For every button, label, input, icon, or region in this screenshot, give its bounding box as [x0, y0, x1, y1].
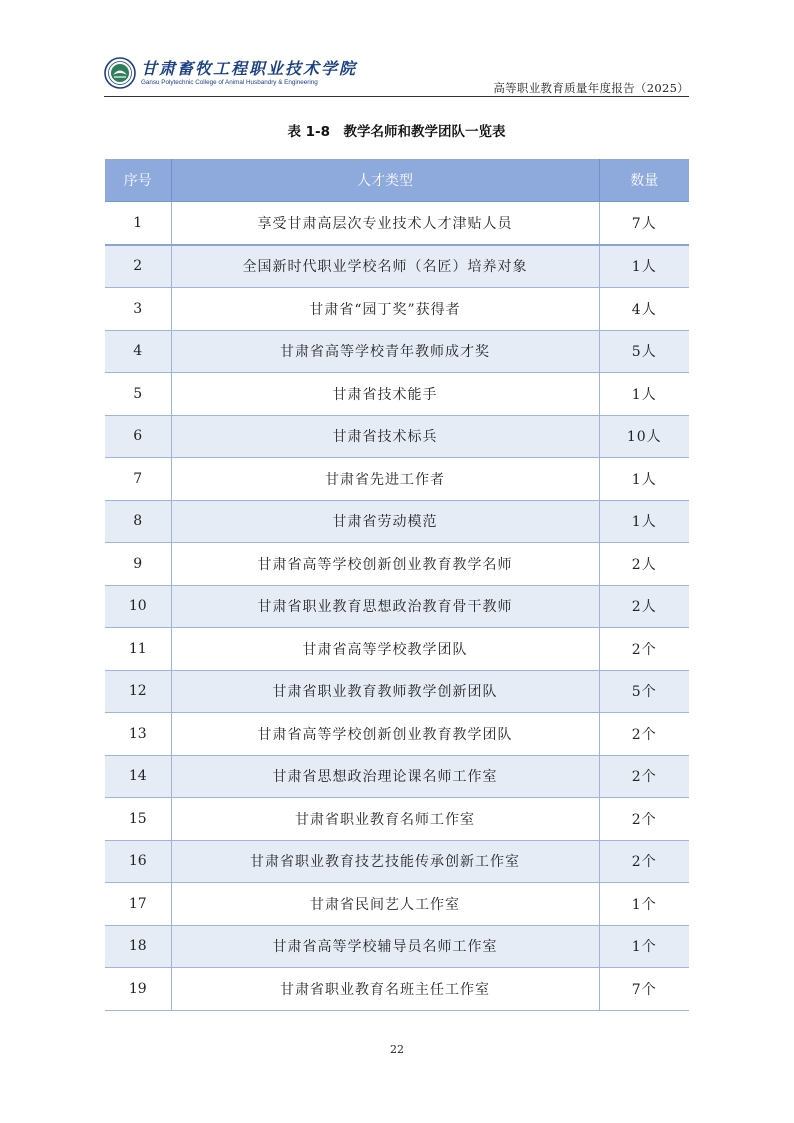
table-row — [105, 543, 689, 586]
table-row — [105, 628, 689, 671]
logo-english-name: Gansu Polytechnic College of Animal Husbandry & Engineering — [141, 79, 318, 86]
count-cell: 2人 — [599, 543, 689, 586]
talent-type-cell: 甘肃省高等学校创新创业教育教学名师 — [171, 543, 599, 586]
index-cell: 11 — [105, 628, 171, 671]
count-cell: 2个 — [599, 628, 689, 671]
talent-type-cell: 全国新时代职业学校名师（名匠）培养对象 — [171, 245, 599, 288]
table-caption: 表 1-8 教学名师和教学团队一览表 — [287, 124, 506, 140]
report-title: 高等职业教育质量年度报告（2025） — [493, 81, 689, 95]
table-row — [105, 713, 689, 756]
count-cell: 10人 — [599, 415, 689, 458]
header-cell-type: 人才类型 — [171, 159, 599, 202]
talent-type-cell: 甘肃省高等学校教学团队 — [171, 628, 599, 671]
table-row — [105, 288, 689, 331]
index-cell: 6 — [105, 415, 171, 458]
count-cell: 1个 — [599, 925, 689, 968]
talent-type-cell: 甘肃省民间艺人工作室 — [171, 883, 599, 926]
count-cell: 1人 — [599, 245, 689, 288]
talent-type-cell: 甘肃省思想政治理论课名师工作室 — [171, 755, 599, 798]
count-cell: 1人 — [599, 458, 689, 501]
count-cell: 1人 — [599, 500, 689, 543]
count-cell: 7人 — [599, 202, 689, 245]
table-row — [105, 925, 689, 968]
talent-type-cell: 甘肃省技术能手 — [171, 373, 599, 416]
table-row — [105, 968, 689, 1011]
talent-type-cell: 甘肃省职业教育名师工作室 — [171, 798, 599, 841]
index-cell: 1 — [105, 202, 171, 245]
count-cell: 2个 — [599, 713, 689, 756]
index-cell: 2 — [105, 245, 171, 288]
talent-type-cell: 甘肃省高等学校辅导员名师工作室 — [171, 925, 599, 968]
talent-type-cell: 甘肃省高等学校创新创业教育教学团队 — [171, 713, 599, 756]
index-cell: 18 — [105, 925, 171, 968]
index-cell: 14 — [105, 755, 171, 798]
index-cell: 19 — [105, 968, 171, 1011]
count-cell: 7个 — [599, 968, 689, 1011]
index-cell: 8 — [105, 500, 171, 543]
index-cell: 15 — [105, 798, 171, 841]
header-cell-count: 数量 — [599, 159, 689, 202]
talent-type-cell: 甘肃省先进工作者 — [171, 458, 599, 501]
count-cell: 2个 — [599, 840, 689, 883]
table-row — [105, 415, 689, 458]
index-cell: 13 — [105, 713, 171, 756]
table-row — [105, 670, 689, 713]
talent-type-cell: 甘肃省职业教育名班主任工作室 — [171, 968, 599, 1011]
college-logo — [104, 55, 358, 91]
table-row — [105, 202, 689, 245]
talent-type-cell: 甘肃省职业教育教师教学创新团队 — [171, 670, 599, 713]
index-cell: 7 — [105, 458, 171, 501]
table-row — [105, 585, 689, 628]
talent-type-cell: 甘肃省高等学校青年教师成才奖 — [171, 330, 599, 373]
page-header — [104, 50, 689, 97]
table-row — [105, 798, 689, 841]
index-cell: 10 — [105, 585, 171, 628]
count-cell: 2个 — [599, 798, 689, 841]
count-cell: 1个 — [599, 883, 689, 926]
talent-type-cell: 甘肃省“园丁奖”获得者 — [171, 288, 599, 331]
count-cell: 1人 — [599, 373, 689, 416]
index-cell: 9 — [105, 543, 171, 586]
table-row — [105, 330, 689, 373]
talent-type-cell: 甘肃省职业教育技艺技能传承创新工作室 — [171, 840, 599, 883]
index-cell: 4 — [105, 330, 171, 373]
table-row — [105, 755, 689, 798]
talent-type-cell: 享受甘肃高层次专业技术人才津贴人员 — [171, 202, 599, 245]
table-row — [105, 458, 689, 501]
count-cell: 2个 — [599, 755, 689, 798]
talent-type-cell: 甘肃省劳动模范 — [171, 500, 599, 543]
table-row — [105, 373, 689, 416]
header-cell-index: 序号 — [105, 159, 171, 202]
page-number: 22 — [390, 1043, 404, 1056]
college-emblem-icon — [104, 57, 136, 89]
count-cell: 2人 — [599, 585, 689, 628]
table-row — [105, 840, 689, 883]
table-row — [105, 883, 689, 926]
talent-table — [105, 159, 689, 1011]
index-cell: 3 — [105, 288, 171, 331]
index-cell: 5 — [105, 373, 171, 416]
table-row — [105, 245, 689, 288]
table-row — [105, 500, 689, 543]
index-cell: 16 — [105, 840, 171, 883]
talent-type-cell: 甘肃省职业教育思想政治教育骨干教师 — [171, 585, 599, 628]
index-cell: 17 — [105, 883, 171, 926]
index-cell: 12 — [105, 670, 171, 713]
count-cell: 5人 — [599, 330, 689, 373]
table-header-row — [105, 159, 689, 202]
talent-type-cell: 甘肃省技术标兵 — [171, 415, 599, 458]
count-cell: 5个 — [599, 670, 689, 713]
count-cell: 4人 — [599, 288, 689, 331]
logo-chinese-name: 甘肃畜牧工程职业技术学院 — [141, 59, 358, 78]
